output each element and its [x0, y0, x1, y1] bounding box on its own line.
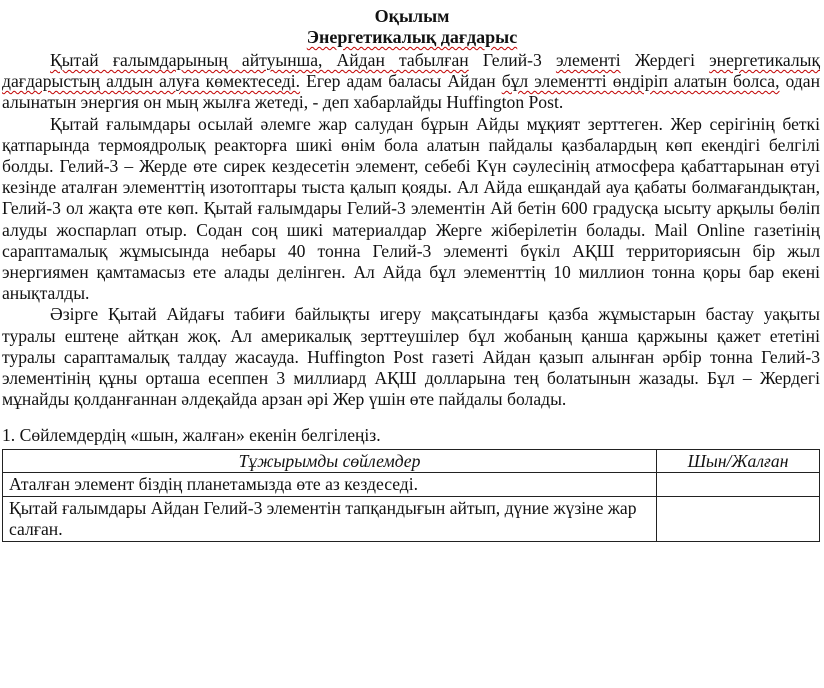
- task-instruction: 1. Сөйлемдердің «шын, жалған» екенін белгілеңіз.: [2, 425, 381, 446]
- paragraph-1-part-3: Егер адам баласы Айдан: [300, 71, 502, 92]
- paragraph-1-middle: Гелий-3: [468, 50, 556, 70]
- paragraph-1-part-2: Жердегі: [620, 50, 710, 70]
- statement-cell: Аталған элемент біздің планетамызда өте аз кездеседі.: [3, 473, 657, 497]
- document-page: [0, 6, 824, 542]
- reading-text: [0, 50, 820, 410]
- statement-cell: Қытай ғалымдары Айдан Гелий-3 элементін тапқандығын айтып, дүние жүзіне жар салған.: [3, 497, 657, 542]
- true-false-table: [2, 449, 820, 542]
- paragraph-1-underlined-intro: Қытай ғалымдарының айтуынша, Айдан табылған: [50, 50, 469, 70]
- statements-column-header: Тұжырымды сөйлемдер: [3, 450, 657, 473]
- paragraph-1-rest: одан алынатын энергия он мың жылға жетеді, - деп хабарлайды Huffington Post.: [2, 71, 820, 113]
- paragraph-1-underlined-element: элементі: [555, 50, 621, 70]
- answer-cell[interactable]: [657, 473, 820, 497]
- answer-cell[interactable]: [657, 497, 820, 542]
- document-title: Оқылым: [374, 6, 450, 26]
- answer-column-header: Шын/Жалған: [657, 450, 820, 473]
- document-subtitle: Энергетикалық дағдарыс: [306, 27, 518, 47]
- paragraph-1: [2, 50, 820, 114]
- table-row: [3, 473, 820, 497]
- table-header-row: [3, 450, 820, 473]
- paragraph-1-underlined-crisis: энергетикалық дағдарыстың алдын алуға көмектеседі.: [2, 50, 820, 92]
- table-row: [3, 497, 820, 542]
- paragraph-1-underlined-extract: бұл элементті өндіріп алатын болса,: [501, 71, 780, 92]
- paragraph-3: Әзірге Қытай Айдағы табиғи байлықты игеру мақсатындағы қазба жұмыстарын бастау уақыты туралы ештеңе айтқан жоқ. Ал америкалық зерттеушілер бұл жобаның қанша қаржыны қажет ететіні туралы сараптамалық талдау жасауда. Huffington Post газеті Айдан қазып алынған әрбір тонна Гелий-3 элементінің құны орташа есеппен 3 миллиард АҚШ долларына тең болатынын жазады. Бұл – Жердегі мұнайды қолданғаннан әлдеқайда арзан әрі Жер үшін өте пайдалы болады.: [2, 304, 820, 410]
- paragraph-2: Қытай ғалымдары осылай әлемге жар салудан бұрын Айды мұқият зерттеген. Жер серігінің беткі қатпарында термоядролық реакторға шикі өнім бола алатын пайдалы қазбалардың көп екендігі белгілі болды. Гелий-3 – Жерде өте сирек кездесетін элемент, себебі Күн сәулесінің атмосфера қабаттарынан өтуі кезінде аталған элементтің изотоптары тыста қалып қояды. Ал Айда ешқандай ауа қабаты болмағандықтан, Гелий-3 ол жақта өте көп. Қытай ғалымдары Гелий-3 элементін Ай бетін 600 градусқа ысыту арқылы бөліп алуды жоспарлап отыр. Содан соң шикі материалдар Жерге жіберілетін болады. Mail Online газетінің сараптамалық жұмысында небары 40 тонна Гелий-3 элементі бүкіл АҚШ территориясын бір жыл энергиямен қамтамасыз ете алады делінген. Ал Айда бұл элементтің 10 миллион тонна қоры бар екені анықталды.: [2, 113, 820, 304]
